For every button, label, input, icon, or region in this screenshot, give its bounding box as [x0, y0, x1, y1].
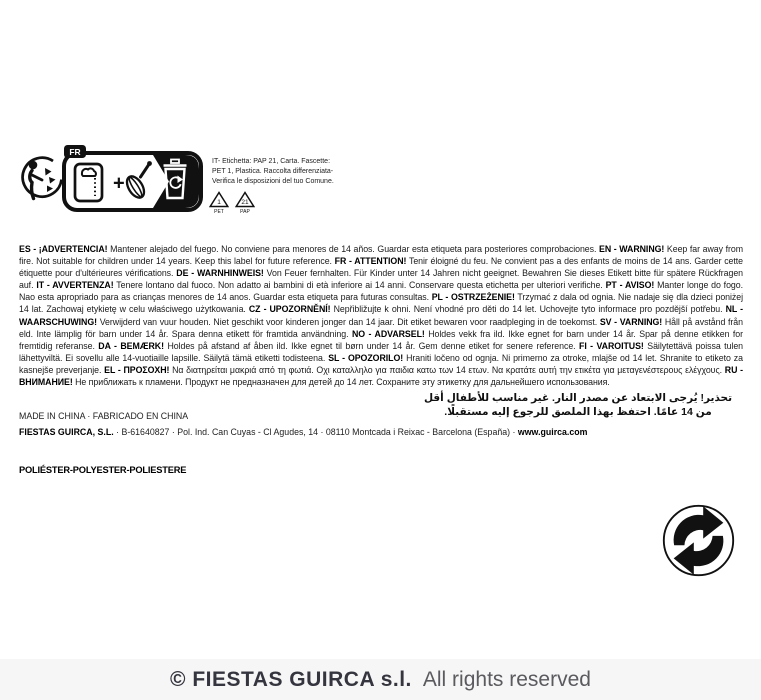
fr-sorting-box: [61, 145, 204, 214]
arabic-warning-line2: من 14 عامًا. احتفظ بهذا الملصق للرجوع إليه مستقبلًا.: [444, 405, 712, 418]
pap-number: 21: [241, 199, 249, 206]
company-details: · B-61640827 · Pol. Ind. Can Cuyas - Cl Agudes, 14 · 08110 Montcada i Reixac - Barcelona (España) ·: [113, 427, 518, 437]
footer-rights: All rights reserved: [422, 667, 591, 691]
pap-label: PAP: [240, 209, 250, 214]
arabic-warning-line1: تحذير! يُرجى الابتعاد عن مصدر النار. غير مناسب للأطفال أقل: [423, 392, 733, 404]
it-note-line1: IT- Etichetta: PAP 21, Carta. Fascette:: [212, 158, 331, 165]
material-code-triangles: [209, 191, 255, 214]
pet-label: PET: [214, 209, 224, 214]
made-in-line: MADE IN CHINA · FABRICADO EN CHINA: [19, 411, 189, 421]
company-website: www.guirca.com: [517, 427, 588, 437]
material-line: POLIÉSTER-POLYESTER-POLIESTERE: [19, 465, 187, 475]
it-note-line2: PET 1, Plastica. Raccolta differenziata-: [212, 167, 334, 175]
multilingual-warning-paragraph: ES - ¡ADVERTENCIA! Mantener alejado del fuego. No conviene para menores de 14 años. Guardar esta etiqueta para posteriores comprobaciones. EN - WARNING! Keep far away from fire. Not suitable for children under 14 years. Keep this label for future reference. FR - ATTENTION! Tenir éloigné du feu. Ne convient pas a des enfants de moins de 14 ans. Garder cette étiquette pour d'ultérieures vérifications. DE - WARNHINWEIS! Von Feuer fernhalten. Für Kinder unter 14 Jahren nicht geeignet. Bewahren Sie dieses Etikett bitte für spätere Rückfragen auf. IT - AVVERTENZA! Tenere lontano dal fuoco. Non adatto ai bambini di età inferiore ai 14 anni. Conservare questa etichetta per ulteriori verifiche. PT - AVISO! Manter longe do fogo. Nao esta apropriado para as crianças menores de 14 anos. Guardar esta etiqueta para futuras consultas. PL - OSTRZEŻENIE! Trzymać z dala od ognia. Nie nadaje się dla dzieci poniżej 14 lat. Zachowaj etykietę w celu właściwego użytkowania. CZ - UPOZORNĚNÍ! Nepřibližujte k ohni. Není vhodné pro děti do 14 let. Uchovejte tyto informace pro pozdější potřebu. NL - WAARSCHUWING! Verwijderd van vuur houden. Niet geschikt voor kinderen jonger dan 14 jaar. Dit etiket bewaren voor raadpleging in de toekomst. SV - VARNING! Håll på avstånd från eld. Inte lämplig för barn under 14 år. Spara denna etikett för framtida användning. NO - ADVARSEL! Holdes vekk fra ild. Ikke egnet for barn under 14 år. Spar på denne etikken for fremtidig referanse. DA - BEMÆRK! Holdes på afstand af åben ild. Ikke egnet til børn under 14 år. Gem denne etiket for senere reference. FI - VAROITUS! Säilytettävä poissa tulen lähettyviltä. Ei sovellu alle 14-vuotiaille lapsille. Säilytä tämä etiketti todisteena. SL - OPOZORILO! Hraniti ločeno od ognja. Ni primerno za otroke, mlajše od 14 let. Shranite to etiketo za kasnejše preverjanje. EL - ΠΡΟΣΟΧΗ! Να διατηρείται μακριά από τη φωτιά. Οχι καταλληλο για παιδια κατω των 14 ετων. Να κρατάτε αυτή την ετικέτα για μεταγενέστερους ελέγχους. RU - ВНИМАНИЕ! Не приближать к пламени. Продукт не предназначен для детей до 14 лет. Сохраните эту этикетку для дальнейшего использования.: [19, 244, 744, 388]
triman-icon: [19, 155, 64, 207]
footer-bar: [0, 659, 761, 700]
company-address-line: [19, 427, 587, 437]
arabic-warning: [413, 392, 743, 419]
green-dot-icon: [661, 503, 736, 578]
it-recycling-note: [212, 157, 362, 186]
footer-copyright: © FIESTAS GUIRCA s.l.: [170, 667, 412, 691]
pap-21-triangle-icon: [235, 191, 255, 214]
pet-1-triangle-icon: [209, 191, 229, 214]
pet-number: 1: [217, 199, 221, 206]
company-name: FIESTAS GUIRCA, S.L.: [19, 427, 114, 437]
plus-sign: +: [113, 172, 125, 195]
fr-tab-label: FR: [69, 146, 81, 157]
it-note-line3: Verifica le disposizioni del tuo Comune.: [212, 177, 334, 185]
